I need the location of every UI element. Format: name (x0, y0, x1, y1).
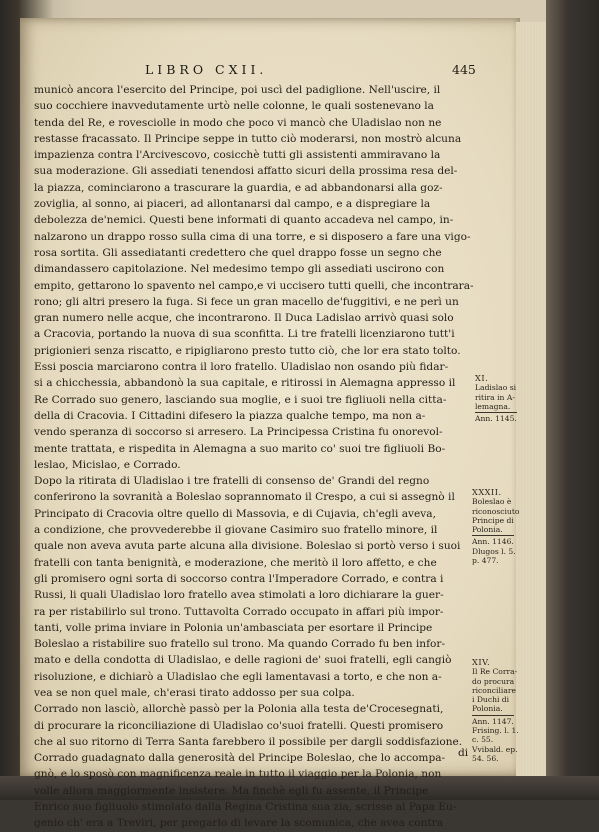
text-line: nalzarono un drappo rosso sulla cima di una torre, e si disposero a fare una vigo- (34, 230, 471, 243)
margin-note-line: lemagna. (475, 401, 511, 411)
text-line: vendo speranza di soccorso si arresero. La Principessa Cristina fu onorevol- (34, 426, 443, 439)
text-line: Corrado non lasciò, allorchè passò per la Polonia alla testa de'Crocesegnati, (34, 703, 444, 716)
text-line: dimandassero capitolazione. Nel medesimo tempo gli assediati uscirono con (34, 263, 445, 276)
margin-note (475, 374, 517, 423)
text-line: vea se non quel male, ch'erasi tirato addosso per sua colpa. (34, 686, 355, 699)
margin-note-line: Polonia. (472, 704, 503, 714)
margin-note-line: i Duchi di (472, 695, 510, 705)
margin-note (472, 488, 519, 565)
text-line: di procurare la riconciliazione di Uladislao co'suoi fratelli. Questi promisero (34, 719, 444, 732)
text-line: Corrado guadagnato dalla generosità del Principe Boleslao, che lo accompa- (34, 752, 446, 765)
text-line: si a chicchessia, abbandonò la sua capitale, e ritirossi in Alemagna appresso il (34, 377, 456, 390)
text-line: Enrico suo figliuolo stimolato dalla Regina Cristina sua zia, scrisse al Papa Eu- (34, 801, 457, 814)
margin-rule (475, 412, 517, 413)
text-line: tanti, volle prima inviare in Polonia un'ambasciata per esortare il Principe (34, 621, 433, 634)
text-line: empito, gettarono lo spavento nel campo,e vi uccisero tutti quelli, che incontrara- (34, 279, 474, 292)
margin-note-line: Boleslao è (472, 497, 512, 507)
text-line: mente trattata, e rispedita in Alemagna a suo marito co' suoi tre figliuoli Bo- (34, 442, 446, 455)
text-line: Re Corrado suo genero, lasciando sua moglie, e i suoi tre figliuoli nella citta- (34, 393, 447, 406)
text-line: Essi poscia marciarono contra il loro fratello. Uladislao non osando più fidar- (34, 361, 449, 374)
text-line: Principato di Cracovia oltre quello di Massovia, e di Cujavia, ch'egli aveva, (34, 507, 436, 520)
margin-note-line: do procura (472, 676, 515, 686)
text-line: quale non aveva avuta parte alcuna alla divisione. Boleslao si portò verso i suoi (34, 540, 461, 553)
text-line: che al suo ritorno di Terra Santa farebbero il possibile per dargli soddisfazione. (34, 735, 463, 748)
margin-note-ref: c. 55. (472, 735, 494, 745)
margin-note-number: XXXII. (472, 487, 502, 497)
text-line: fratelli con tanta benignità, e moderazione, che meritò il loro affetto, e che (34, 556, 437, 569)
text-line: prigionieri senza riscatto, e ripigliarono presto tutto ciò, che lor era stato tolto. (34, 344, 461, 357)
text-line: risoluzione, e dichiarò a Uladislao che egli lamentavasi a torto, e che non a- (34, 670, 442, 683)
text-line: volle allora maggiormente insistere. Ma finchè egli fu assente, il Principe (34, 784, 429, 797)
text-line: mato e della condotta di Uladislao, e delle ragioni de' suoi fratelli, egli cangiò (34, 654, 452, 667)
text-line: Russi, li quali Uladislao loro fratello avea stimolati a loro dichiarare la guer- (34, 589, 444, 602)
text-line: rono; gli altri presero la fuga. Si fece un gran macello de'fuggitivi, e ne perì un (34, 295, 459, 308)
background-shadow (546, 0, 599, 800)
text-line: impazienza contra l'Arcivescovo, cosicchè tutti gli assistenti ammiravano la (34, 149, 441, 162)
margin-note-line: riconciliare (472, 685, 516, 695)
text-line: gnò, e lo sposò con magnificenza reale in tutto il viaggio per la Polonia, non (34, 768, 442, 781)
text-line: zoviglia, al sonno, ai piaceri, ad allontanarsi dal campo, e a dispregiare la (34, 198, 431, 211)
margin-note-ref: p. 477. (472, 556, 499, 566)
page-edges (516, 22, 548, 777)
text-line: suo cocchiere inavvedutamente urtò nelle colonne, le quali sostenevano la (34, 100, 434, 113)
margin-note-line: Principe di (472, 515, 514, 525)
text-line: della di Cracovia. I Cittadini difesero la piazza qualche tempo, ma non a- (34, 409, 426, 422)
body-text (34, 82, 499, 832)
page-number: 445 (452, 62, 476, 77)
text-line: Dopo la ritirata di Uladislao i tre fratelli di consenso de' Grandi del regno (34, 475, 430, 488)
margin-note-ref: 54. 56. (472, 753, 499, 763)
text-line: gli promisero ogni sorta di soccorso contra l'Imperadore Corrado, e contra i (34, 572, 444, 585)
text-line: leslao, Micislao, e Corrado. (34, 458, 181, 471)
page-header (40, 62, 510, 82)
text-line: conferirono la sovranità a Boleslao soprannomato il Crespo, a cui si assegnò il (34, 491, 455, 504)
margin-note-line: Ladislao si (475, 383, 517, 393)
margin-note-line: Polonia. (472, 525, 503, 535)
margin-rule (472, 535, 514, 536)
text-line: genio ch' era a Treviri, per pregarlo di levare la scomunica, che avea contra (34, 817, 444, 830)
margin-note (472, 658, 519, 763)
text-line: ra per ristabilirlo sul trono. Tuttavolta Corrado occupato in affari più impor- (34, 605, 444, 618)
margin-note-ref: Frising. l. 1. (472, 726, 519, 736)
running-title: LIBRO CXII. (145, 62, 268, 77)
text-line: a condizione, che provvederebbe il giovane Casimiro suo fratello minore, il (34, 524, 438, 537)
margin-rule (472, 715, 514, 716)
margin-note-number: XIV. (472, 657, 491, 667)
margin-note-line: riconosciuto (472, 506, 520, 516)
margin-note-ref: Ann. 1147. (472, 716, 514, 726)
text-line: sua moderazione. Gli assediati tenendosi affatto sicuri della prossima resa del- (34, 165, 458, 178)
margin-note-ref: Vvibald. ep. (472, 744, 518, 754)
text-line: debolezza de'nemici. Questi bene informati di quanto accadeva nel campo, in- (34, 214, 454, 227)
margin-note-line: Il Re Corra- (472, 667, 518, 677)
text-line: municò ancora l'esercito del Principe, poi uscì del padiglione. Nell'uscire, il (34, 84, 441, 96)
text-line: restasse fracassato. Il Principe seppe in tutto ciò moderarsi, non mostrò alcuna (34, 132, 462, 145)
catchword: di (458, 747, 469, 759)
margin-note-ref: Dlugos l. 5. (472, 546, 516, 556)
text-line: tenda del Re, e rovesciolle in modo che poco vi mancò che Uladislao non ne (34, 116, 442, 129)
text-line: Boleslao a ristabilire suo fratello sul trono. Ma quando Corrado fu ben infor- (34, 638, 446, 651)
margin-note-line: ritira in A- (475, 392, 515, 402)
text-line: gran numero nelle acque, che incontrarono. Il Duca Ladislao arrivò quasi solo (34, 312, 454, 325)
text-line: rosa sortita. Gli assediatanti credettero che quel drappo fosse un segno che (34, 246, 442, 259)
text-line: a Cracovia, portando la nuova di sua sconfitta. Li tre fratelli licenziarono tutt'i (34, 328, 455, 341)
margin-note-number: XI. (475, 373, 489, 383)
margin-note-ref: Ann. 1146. (472, 537, 514, 547)
text-line: la piazza, cominciarono a trascurare la guardia, e ad abbandonarsi alla goz- (34, 181, 443, 194)
margin-note-ref: Ann. 1145. (475, 414, 517, 424)
